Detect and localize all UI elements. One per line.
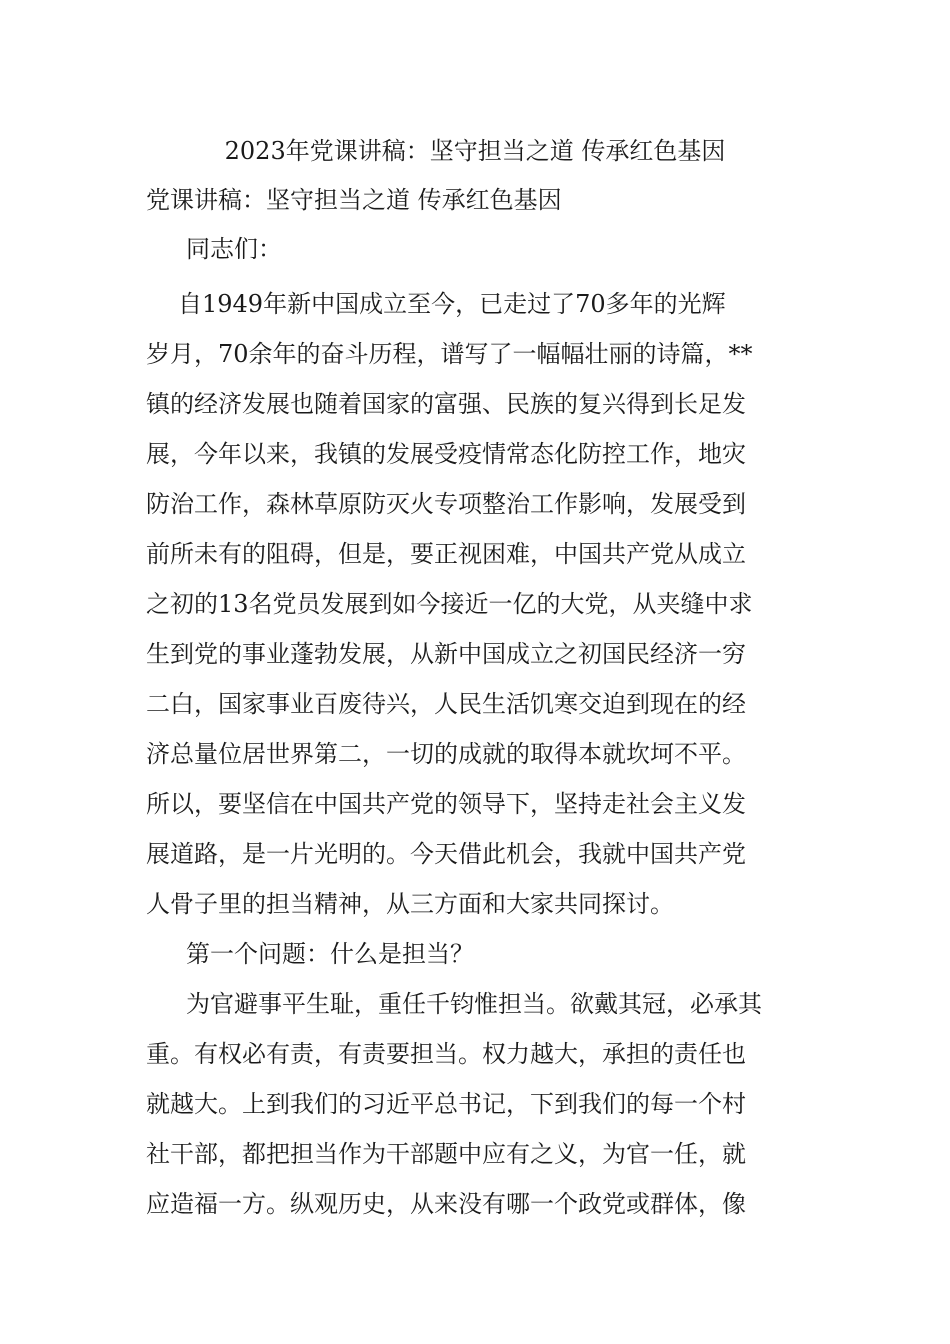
paragraph-line: 济总量位居世界第二，一切的成就的取得本就坎坷不平。 — [146, 740, 746, 768]
paragraph-line: 镇的经济发展也随着国家的富强、民族的复兴得到长足发 — [146, 390, 746, 418]
paragraph-line: 生到党的事业蓬勃发展，从新中国成立之初国民经济一穷 — [146, 640, 746, 668]
document-title: 2023年党课讲稿：坚守担当之道 传承红色基因 — [224, 137, 726, 165]
paragraph-line: 二白，国家事业百废待兴，人民生活饥寒交迫到现在的经 — [146, 690, 746, 718]
paragraph-line: 为官避事平生耻，重任千钧惟担当。欲戴其冠，必承其 — [186, 990, 762, 1018]
document-subtitle: 党课讲稿：坚守担当之道 传承红色基因 — [146, 186, 562, 214]
paragraph-line: 重。有权必有责，有责要担当。权力越大，承担的责任也 — [146, 1040, 746, 1068]
document-body — [146, 230, 808, 1224]
paragraph-line: 所以，要坚信在中国共产党的领导下，坚持走社会主义发 — [146, 790, 746, 818]
greeting-line: 同志们： — [186, 235, 282, 263]
paragraph-line: 防治工作，森林草原防灭火专项整治工作影响，发展受到 — [146, 490, 746, 518]
paragraph-line: 应造福一方。纵观历史，从来没有哪一个政党或群体，像 — [146, 1190, 746, 1218]
paragraph-line: 之初的13名党员发展到如今接近一亿的大党，从夹缝中求 — [146, 590, 753, 618]
paragraph-line: 展道路，是一片光明的。今天借此机会，我就中国共产党 — [146, 840, 746, 868]
paragraph-line: 自1949年新中国成立至今，已走过了70多年的光辉 — [178, 290, 726, 318]
paragraph-line: 岁月，70余年的奋斗历程，谱写了一幅幅壮丽的诗篇，** — [146, 340, 753, 368]
paragraph-line: 就越大。上到我们的习近平总书记，下到我们的每一个村 — [146, 1090, 746, 1118]
paragraph-2 — [146, 985, 808, 1224]
paragraph-1 — [146, 285, 808, 924]
paragraph-line: 社干部，都把担当作为干部题中应有之义，为官一任，就 — [146, 1140, 746, 1168]
question-heading: 第一个问题：什么是担当？ — [186, 940, 474, 968]
paragraph-line: 展，今年以来，我镇的发展受疫情常态化防控工作，地灾 — [146, 440, 746, 468]
paragraph-line: 前所未有的阻碍，但是，要正视困难，中国共产党从成立 — [146, 540, 746, 568]
paragraph-line: 人骨子里的担当精神，从三方面和大家共同探讨。 — [146, 890, 674, 918]
